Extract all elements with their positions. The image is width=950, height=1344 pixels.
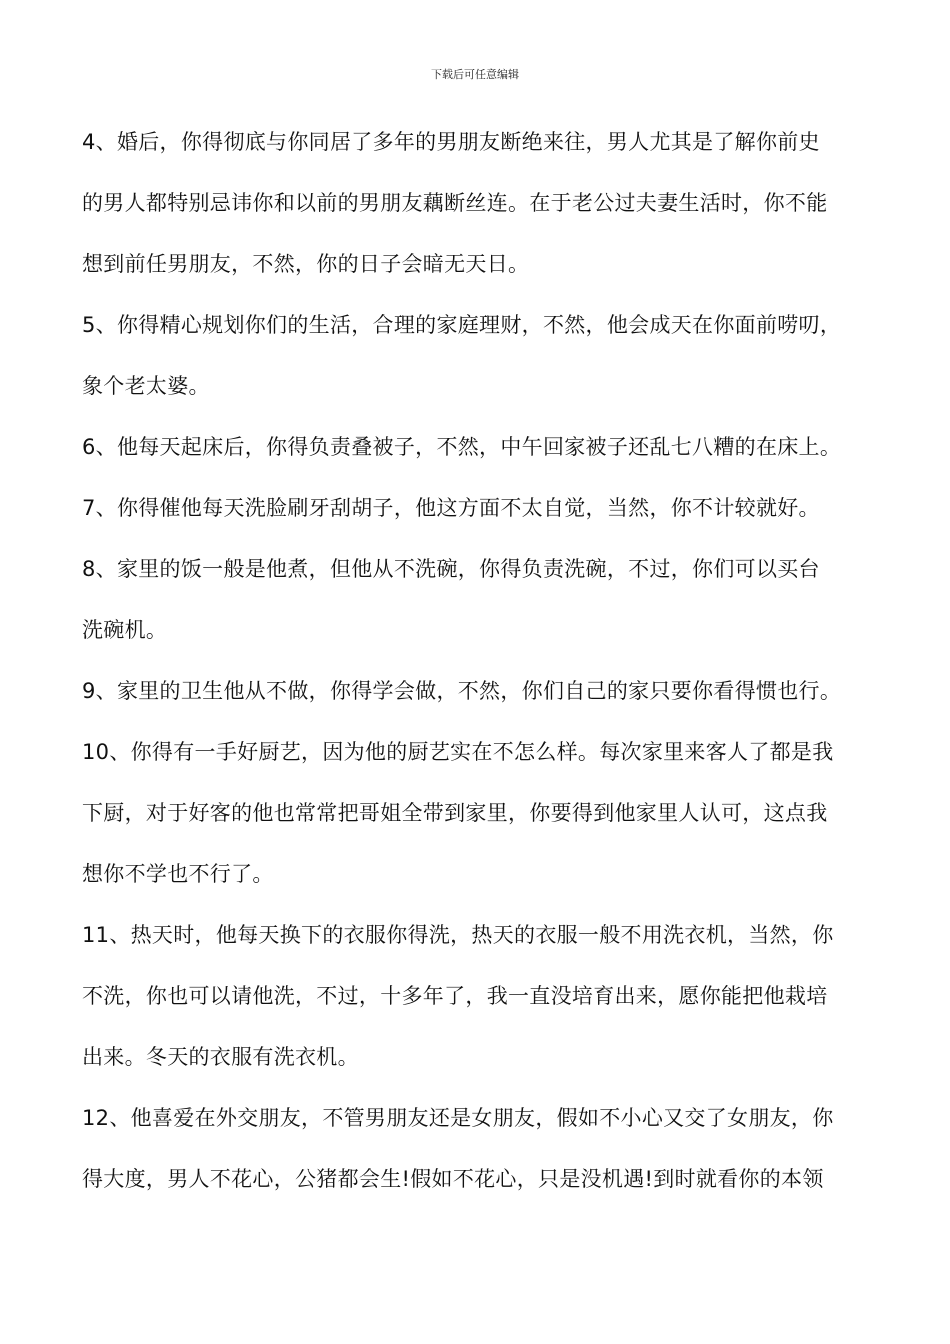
paragraph-9 [82,661,882,722]
text-line: 想你不学也不行了。 [82,862,274,886]
text-line: 的男人都特别忌讳你和以前的男朋友藕断丝连。在于老公过夫妻生活时，你不能 [82,191,828,215]
paragraph-5 [82,295,882,417]
text-line: 8、家里的饭一般是他煮，但他从不洗碗，你得负责洗碗，不过，你们可以买台 [82,557,820,581]
text-line: 不洗，你也可以请他洗，不过，十多年了，我一直没培育出来，愿你能把他栽培 [82,984,828,1008]
text-line: 下厨，对于好客的他也常常把哥姐全带到家里，你要得到他家里人认可，这点我 [82,801,828,825]
paragraph-7 [82,478,882,539]
text-line: 象个老太婆。 [82,374,210,398]
paragraph-11 [82,905,882,1088]
paragraph-8 [82,539,882,661]
paragraph-6 [82,417,882,478]
text-line: 得大度，男人不花心，公猪都会生!假如不花心，只是没机遇!到时就看你的本领 [82,1167,824,1191]
page-header: 下载后可任意编辑 [431,68,519,81]
paragraph-12 [82,1088,882,1210]
text-line: 5、你得精心规划你们的生活，合理的家庭理财，不然，他会成天在你面前唠叨， [82,313,842,337]
text-line: 7、你得催他每天洗脸刷牙刮胡子，他这方面不太自觉，当然，你不计较就好。 [82,496,820,520]
text-line: 想到前任男朋友，不然，你的日子会暗无天日。 [82,252,530,276]
text-line: 4、婚后，你得彻底与你同居了多年的男朋友断绝来往，男人尤其是了解你前史 [82,130,820,154]
text-line: 12、他喜爱在外交朋友，不管男朋友还是女朋友，假如不小心又交了女朋友，你 [82,1106,834,1130]
text-line: 9、家里的卫生他从不做，你得学会做，不然，你们自己的家只要你看得惯也行。 [82,679,842,703]
text-line: 出来。冬天的衣服有洗衣机。 [82,1045,359,1069]
paragraph-4 [82,112,882,295]
text-line: 11、热天时，他每天换下的衣服你得洗，热天的衣服一般不用洗衣机，当然，你 [82,923,834,947]
text-line: 6、他每天起床后，你得负责叠被子，不然，中午回家被子还乱七八糟的在床上。 [82,435,842,459]
text-line: 洗碗机。 [82,618,168,642]
document-body [82,112,882,1210]
text-line: 10、你得有一手好厨艺，因为他的厨艺实在不怎么样。每次家里来客人了都是我 [82,740,834,764]
paragraph-10 [82,722,882,905]
